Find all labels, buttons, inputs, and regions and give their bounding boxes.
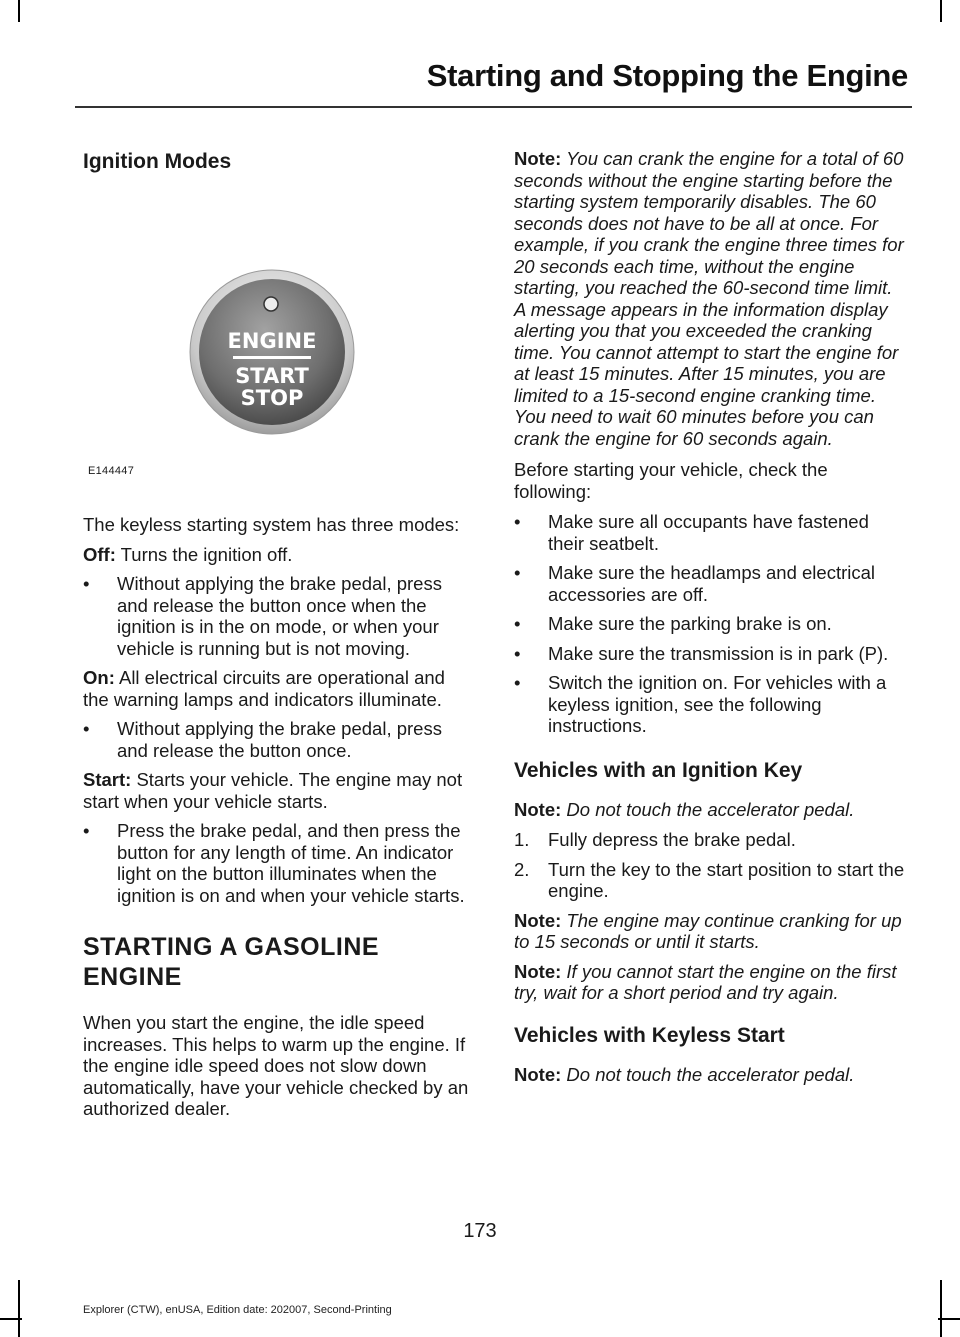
- list-item: 2. Turn the key to the start position to start the engine.: [514, 858, 905, 901]
- gasoline-engine-heading: STARTING A GASOLINE ENGINE: [83, 933, 380, 991]
- keyless-accelerator-note: Note: Do not touch the accelerator pedal.: [514, 1063, 855, 1085]
- retry-note: Note: If you cannot start the engine on the first try, wait for a short period and try again.: [514, 960, 897, 1003]
- key-steps: [514, 829, 908, 902]
- right-column: [514, 145, 908, 1085]
- keyless-start-heading: Vehicles with Keyless Start: [514, 1023, 785, 1047]
- checklist: [514, 511, 908, 737]
- start-label: Start:: [83, 769, 132, 790]
- list-item: • Without applying the brake pedal, press and release the button once.: [83, 718, 442, 761]
- intro-paragraph: The keyless starting system has three modes:: [83, 514, 460, 535]
- figure-code: E144447: [88, 465, 135, 477]
- accelerator-note: Note: Do not touch the accelerator pedal.: [514, 798, 855, 820]
- list-item: • Without applying the brake pedal, press and release the button once when the ignition is in the on mode, or when your vehicle is running but is not moving.: [83, 573, 442, 659]
- list-item: • Make sure the headlamps and electrical accessories are off.: [514, 562, 876, 605]
- list-item: • Make sure all occupants have fastened their seatbelt.: [514, 511, 869, 554]
- page-number: 173: [463, 1220, 497, 1242]
- header-divider: [75, 106, 912, 108]
- list-item: • Make sure the transmission is in park (P).: [514, 642, 889, 664]
- button-label-engine: ENGINE: [227, 329, 317, 353]
- footer-edition: Explorer (CTW), enUSA, Edition date: 202007, Second-Printing: [83, 1304, 392, 1316]
- page-title: Starting and Stopping the Engine: [426, 58, 908, 93]
- off-label: Off:: [83, 543, 116, 565]
- ignition-key-heading: Vehicles with an Ignition Key: [514, 758, 803, 782]
- off-mode-paragraph: [83, 544, 475, 566]
- on-label: On:: [83, 667, 115, 688]
- on-mode-paragraph: [83, 667, 475, 710]
- cranking-duration-note: Note: The engine may continue cranking for up to 15 seconds or until it starts.: [514, 909, 902, 952]
- crop-mark: [18, 1280, 20, 1337]
- crop-mark: [18, 0, 20, 22]
- start-stop-button-figure: [83, 184, 475, 484]
- start-stop-button-icon: [83, 184, 475, 484]
- list-item: • Make sure the parking brake is on.: [514, 613, 832, 634]
- start-text: Starts your vehicle. The engine may not start when your vehicle starts.: [83, 769, 463, 812]
- list-item: • Press the brake pedal, and then press the button for any length of time. An indicator light on the button illuminates when the ignition is on and when your vehicle starts.: [83, 820, 465, 906]
- left-column: [83, 145, 475, 1120]
- list-item: 1. Fully depress the brake pedal.: [514, 829, 796, 850]
- crop-mark: [0, 1318, 22, 1320]
- crop-mark: [938, 1318, 960, 1320]
- crop-mark: [940, 1280, 942, 1337]
- crop-mark: [940, 0, 942, 22]
- list-item: • Switch the ignition on. For vehicles with a keyless ignition, see the following instructions.: [514, 672, 887, 736]
- start-mode-paragraph: [83, 769, 475, 812]
- on-text: All electrical circuits are operational and the warning lamps and indicators illuminate.: [83, 667, 445, 710]
- gasoline-paragraph: When you start the engine, the idle speed increases. This helps to warm up the engine. If the engine idle speed does not slow down automatically, have your vehicle checked by an authorized dealer.: [83, 1012, 469, 1119]
- note-label: Note:: [514, 148, 562, 169]
- off-text: Turns the ignition off.: [115, 543, 293, 565]
- cranking-note: Note: You can crank the engine for a total of 60 seconds without the engine starting before the starting system temporarily disables. The 60 seconds does not have to be all at once. For example, if you crank the engine three times for 20 seconds each time, without the engine starting, you reached the 60-second time limit. A message appears in the information display alerting you that you exceeded the cranking time. You cannot attempt to start the engine for at least 15 minutes. After 15 minutes, you are limited to a 15-second engine cranking time. You need to wait 60 minutes before you can crank the engine for 60 seconds again.: [514, 148, 904, 449]
- before-starting-paragraph: Before starting your vehicle, check the following:: [514, 459, 828, 502]
- button-label-stop: STOP: [240, 386, 304, 410]
- ignition-modes-heading: Ignition Modes: [83, 150, 232, 173]
- button-label-start: START: [235, 364, 309, 388]
